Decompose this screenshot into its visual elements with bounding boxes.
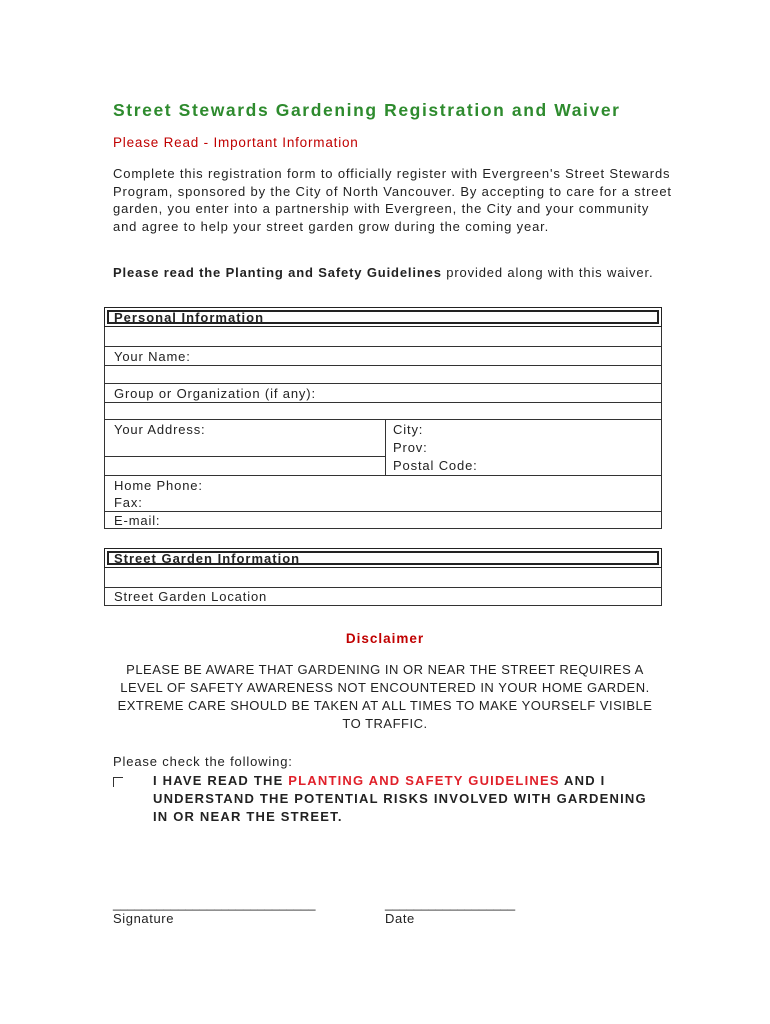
address-inner-line (105, 456, 386, 457)
personal-spacer-row (104, 327, 662, 347)
page-title: Street Stewards Gardening Registration and Waiver (113, 100, 621, 120)
ack-highlight: PLANTING AND SAFETY GUIDELINES (288, 773, 560, 788)
name-row[interactable] (104, 347, 662, 366)
acknowledgement-text (153, 772, 653, 826)
city-label: City: (393, 422, 424, 437)
garden-location-row[interactable] (104, 588, 662, 606)
group-label: Group or Organization (if any): (114, 386, 316, 401)
prov-label: Prov: (393, 440, 428, 455)
personal-info-header (104, 307, 662, 327)
email-row[interactable] (104, 512, 662, 529)
email-label: E-mail: (114, 513, 161, 528)
signature-line[interactable]: ____________________________ (113, 896, 316, 911)
postal-code-label: Postal Code: (393, 458, 478, 473)
disclaimer-heading: Disclaimer (345, 631, 425, 646)
acknowledge-checkbox[interactable] (113, 777, 123, 787)
address-divider (385, 420, 386, 475)
garden-location-label: Street Garden Location (114, 589, 268, 604)
date-label: Date (385, 911, 415, 926)
home-phone-label: Home Phone: (114, 478, 203, 493)
name-label: Your Name: (114, 349, 191, 364)
signature-label: Signature (113, 911, 175, 926)
check-prompt: Please check the following: (113, 754, 293, 769)
guidelines-note-rest: provided along with this waiver. (441, 265, 654, 280)
intro-paragraph: Complete this registration form to officially register with Evergreen's Street Stewards Program, sponsored by the City of North Vancouver. By accepting to care for a street garden, you enter into a partnership with Evergreen, the City and your community and agree to help your street garden grow during the coming year. (113, 166, 672, 234)
personal-spacer-row-3 (104, 403, 662, 420)
ack-part1: I HAVE READ THE (153, 773, 289, 788)
address-block[interactable] (104, 420, 662, 476)
ack-part2: AND I UNDERSTAND THE POTENTIAL RISKS INVOLVED WITH GARDENING IN OR NEAR THE STREET. (153, 773, 647, 824)
phone-fax-block[interactable] (104, 476, 662, 512)
personal-info-heading: Personal Information (114, 310, 265, 325)
important-info-subheading: Please Read - Important Information (113, 135, 359, 150)
date-line[interactable]: __________________ (385, 896, 516, 911)
personal-spacer-row-2 (104, 366, 662, 384)
garden-info-header (104, 548, 662, 568)
group-row[interactable] (104, 384, 662, 403)
address-label: Your Address: (114, 422, 206, 437)
disclaimer-text: PLEASE BE AWARE THAT GARDENING IN OR NEAR THE STREET REQUIRES A LEVEL OF SAFETY AWARENESS NOT ENCOUNTERED IN YOUR HOME GARDEN. EXTREME CARE SHOULD BE TAKEN AT ALL TIMES TO MAKE YOURSELF VISIBLE TO TRAFFIC. (117, 662, 653, 731)
garden-spacer-row (104, 568, 662, 588)
garden-info-heading: Street Garden Information (114, 551, 301, 566)
fax-label: Fax: (114, 495, 143, 510)
guidelines-note-bold: Please read the Planting and Safety Guidelines (113, 265, 442, 280)
guidelines-note (113, 264, 673, 282)
